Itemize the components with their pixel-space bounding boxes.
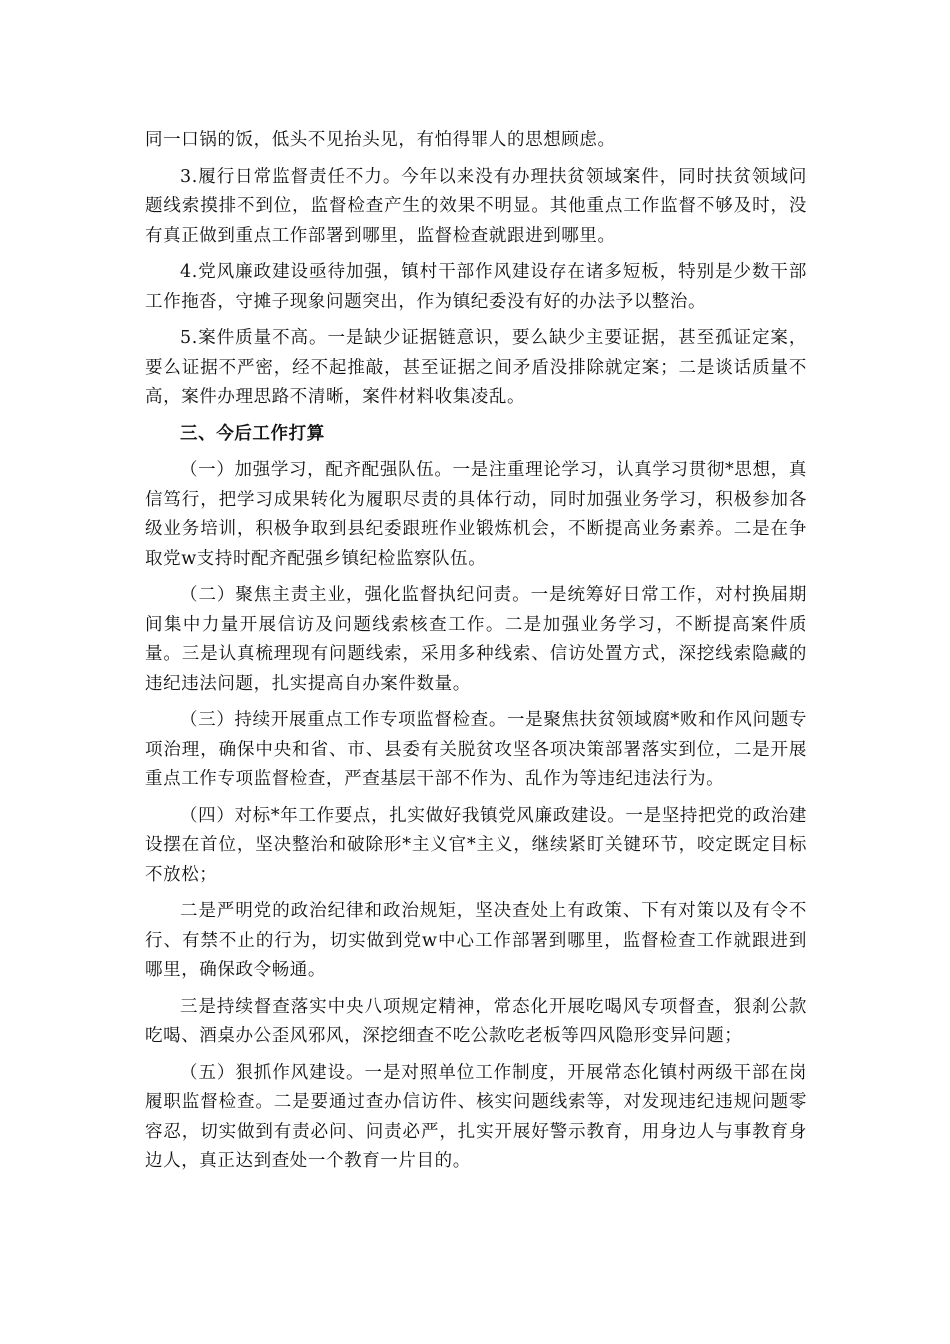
plan-item-3: （三）持续开展重点工作专项监督检查。一是聚焦扶贫领域腐*败和作风问题专项治理，确保中央和省、市、县委有关脱贫攻坚各项决策部署落实到位，二是开展重点工作专项监督检查，严查基层干部不作为、乱作为等违纪违法行为。 [145,710,807,789]
plan-item-2: （二）聚焦主责主业，强化监督执纪问责。一是统筹好日常工作，对村换届期间集中力量开展信访及问题线索核查工作。二是加强业务学习，不断提高案件质量。三是认真梳理现有问题线索，采用多种线索、信访处置方式，深挖线索隐藏的违纪违法问题，扎实提高自办案件数量。 [145,585,807,694]
plan-item-4: （四）对标*年工作要点，扎实做好我镇党风廉政建设。一是坚持把党的政治建设摆在首位，坚决整治和破除形*主义官*主义，继续紧盯关键环节，咬定既定目标不放松； [145,805,807,885]
plan-item-4-part-2: 二是严明党的政治纪律和政治规矩，坚决查处上有政策、下有对策以及有令不行、有禁不止的行为，切实做到党w中心工作部署到哪里，监督检查工作就跟进到哪里，确保政令畅通。 [145,901,807,980]
plan-item-1: （一）加强学习，配齐配强队伍。一是注重理论学习，认真学习贯彻*思想，真信笃行，把学习成果转化为履职尽责的具体行动，同时加强业务学习，积极参加各级业务培训，积极争取到县纪委跟班作业锻炼机会，不断提高业务素养。二是在争取党w支持时配齐配强乡镇纪检监察队伍。 [145,460,807,569]
document-body [145,126,807,1184]
paragraph-item-4: 4.党风廉政建设亟待加强，镇村干部作风建设存在诸多短板，特别是少数干部工作拖沓，守摊子现象问题突出，作为镇纪委没有好的办法予以整治。 [145,262,807,312]
paragraph-item-3: 3.履行日常监督责任不力。今年以来没有办理扶贫领域案件，同时扶贫领域问题线索摸排不到位，监督检查产生的效果不明显。其他重点工作监督不够及时，没有真正做到重点工作部署到哪里，监督检查就跟进到哪里。 [145,166,807,246]
plan-item-5: （五）狠抓作风建设。一是对照单位工作制度，开展常态化镇村两级干部在岗履职监督检查。二是要通过查办信访件、核实问题线索等，对发现违纪违规问题零容忍，切实做到有责必问、问责必严，扎实开展好警示教育，用身边人与事教育身边人，真正达到查处一个教育一片目的。 [145,1062,807,1171]
paragraph-item-5: 5.案件质量不高。一是缺少证据链意识，要么缺少主要证据，甚至孤证定案，要么证据不严密，经不起推敲，甚至证据之间矛盾没排除就定案；二是谈话质量不高，案件办理思路不清晰，案件材料收集凌乱。 [145,328,807,407]
plan-item-4-part-3: 三是持续督查落实中央八项规定精神，常态化开展吃喝风专项督查，狠刹公款吃喝、酒桌办公歪风邪风，深挖细查不吃公款吃老板等四风隐形变异问题； [145,996,807,1046]
section-heading: 三、今后工作打算 [180,423,325,444]
paragraph-continuation: 同一口锅的饭，低头不见抬头见，有怕得罪人的思想顾虑。 [145,130,616,150]
